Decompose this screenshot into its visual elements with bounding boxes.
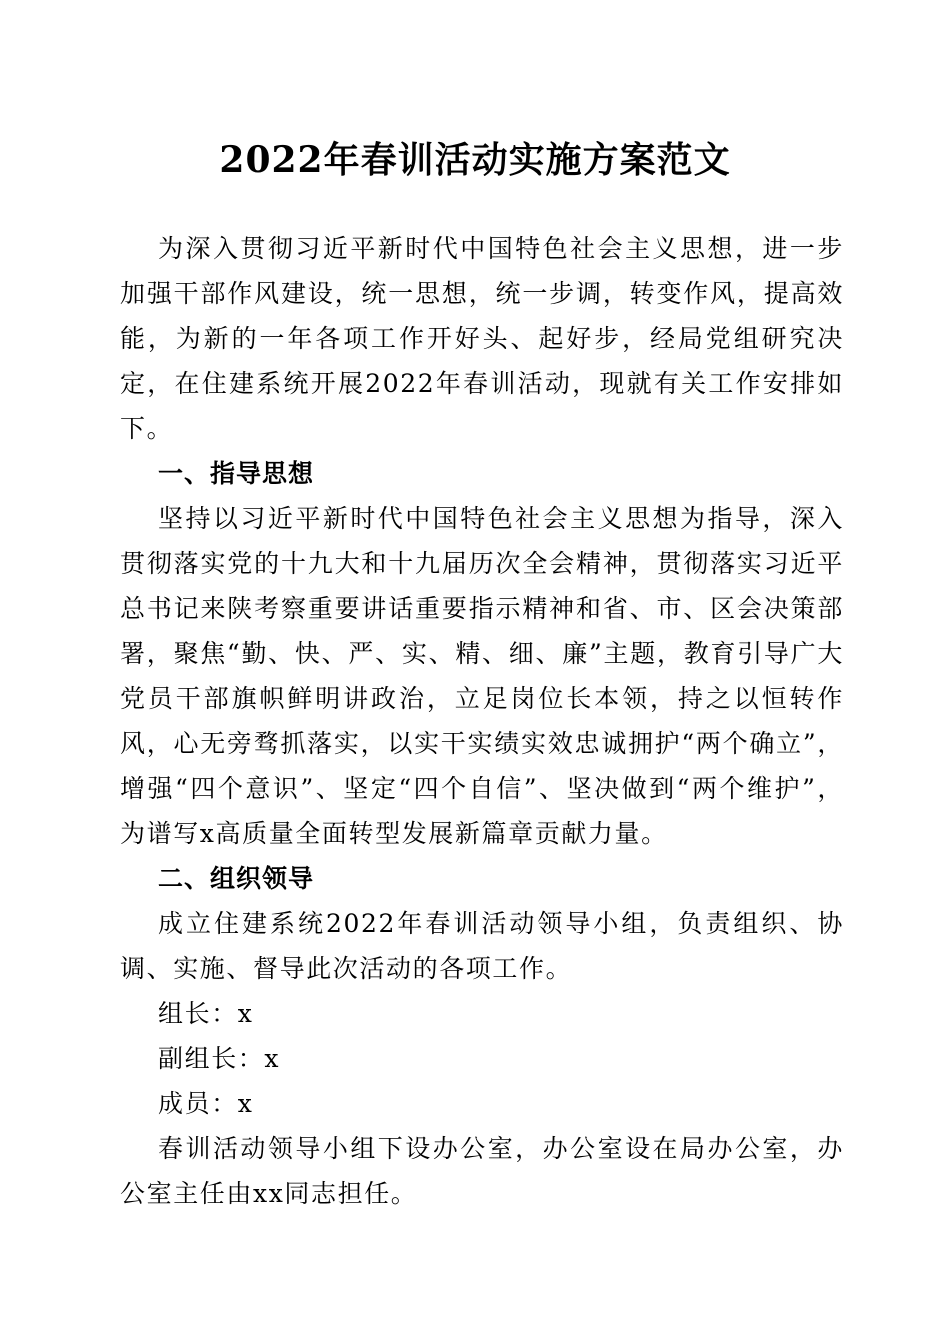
office-paragraph: 春训活动领导小组下设办公室，办公室设在局办公室，办公室主任由xx同志担任。 [120,1134,844,1208]
organization-paragraph: 成立住建系统2022年春训活动领导小组，负责组织、协调、实施、督导此次活动的各项工作。 [120,909,844,983]
guiding-ideology-paragraph: 坚持以习近平新时代中国特色社会主义思想为指导，深入贯彻落实党的十九大和十九届历次全会精神，贯彻落实习近平总书记来陕考察重要讲话重要指示精神和省、市、区会决策部署，聚焦“勤、快、严、实、精、细、廉”主题，教育引导广大党员干部旗帜鲜明讲政治，立足岗位长本领，持之以恒转作风，心无旁骛抓落实，以实干实绩实效忠诚拥护“两个确立”，增强“四个意识”、坚定“四个自信”、坚决做到“两个维护”，为谱写x高质量全面转型发展新篇章贡献力量。 [120,504,844,848]
deputy-leader-line: 副组长：x [158,1044,281,1073]
section-heading-organization: 二、组织领导 [158,864,315,893]
intro-paragraph: 为深入贯彻习近平新时代中国特色社会主义思想，进一步加强干部作风建设，统一思想，统一步调，转变作风，提高效能，为新的一年各项工作开好头、起好步，经局党组研究决定，在住建系统开展2022年春训活动，现就有关工作安排如下。 [120,234,844,443]
document-body [120,226,844,1216]
document-title: 2022年春训活动实施方案范文 [219,139,731,181]
leader-line: 组长：x [158,999,254,1028]
section-heading-guiding-ideology: 一、指导思想 [158,459,315,488]
members-line: 成员：x [158,1089,254,1118]
